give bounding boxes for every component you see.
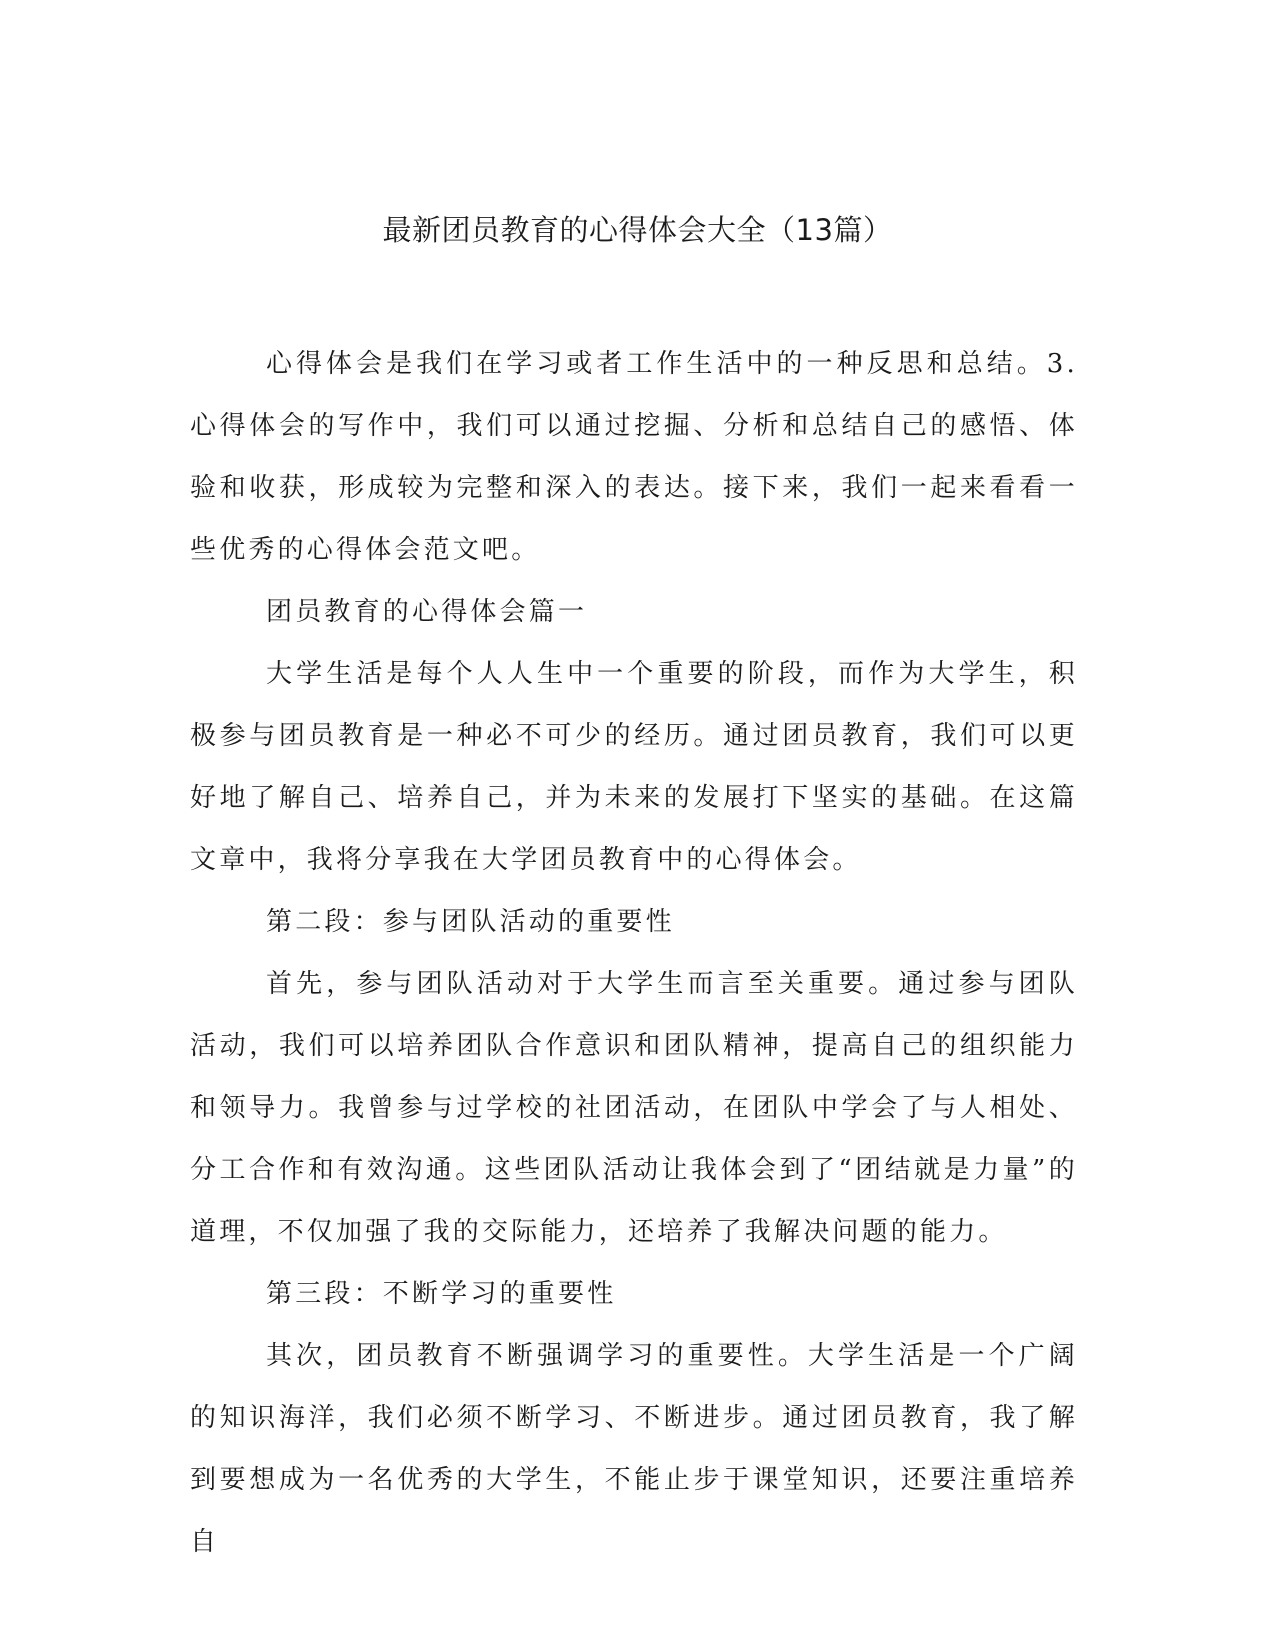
intro-paragraph: 心得体会是我们在学习或者工作生活中的一种反思和总结。3.心得体会的写作中，我们可以通过挖掘、分析和总结自己的感悟、体验和收获，形成较为完整和深入的表达。接下来，我们一起来看看一些优秀的心得体会范文吧。 <box>190 349 1078 565</box>
document-body <box>190 333 1078 1573</box>
body-paragraph: 大学生活是每个人人生中一个重要的阶段，而作为大学生，积极参与团员教育是一种必不可少的经历。通过团员教育，我们可以更好地了解自己、培养自己，并为未来的发展打下坚实的基础。在这篇文章中，我将分享我在大学团员教育中的心得体会。 <box>190 659 1078 875</box>
section-heading-paragraph-three: 第三段：不断学习的重要性 <box>266 1279 617 1309</box>
body-paragraph: 首先，参与团队活动对于大学生而言至关重要。通过参与团队活动，我们可以培养团队合作意识和团队精神，提高自己的组织能力和领导力。我曾参与过学校的社团活动，在团队中学会了与人相处、分工合作和有效沟通。这些团队活动让我体会到了“团结就是力量”的道理，不仅加强了我的交际能力，还培养了我解决问题的能力。 <box>190 969 1078 1247</box>
section-heading-paragraph-two: 第二段：参与团队活动的重要性 <box>266 907 675 937</box>
section-heading-part-one: 团员教育的心得体会篇一 <box>266 597 588 627</box>
body-paragraph: 其次，团员教育不断强调学习的重要性。大学生活是一个广阔的知识海洋，我们必须不断学习、不断进步。通过团员教育，我了解到要想成为一名优秀的大学生，不能止步于课堂知识，还要注重培养自 <box>190 1341 1078 1557</box>
document-title: 最新团员教育的心得体会大全（13篇） <box>382 213 893 247</box>
